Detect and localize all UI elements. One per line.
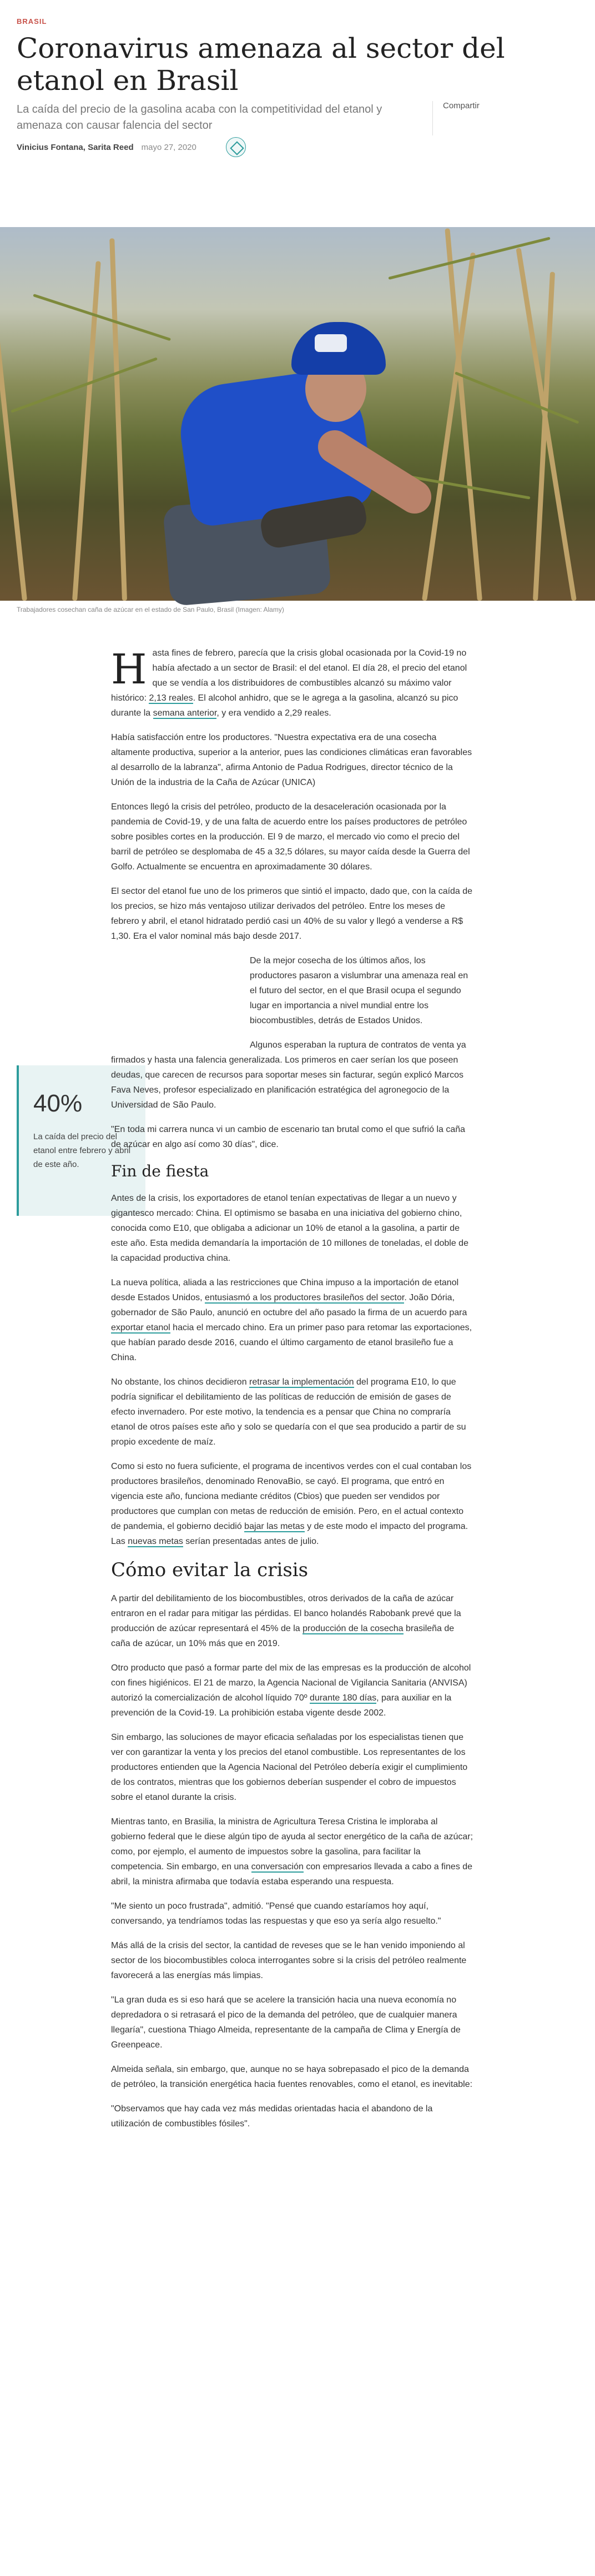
paragraph: [111, 1661, 473, 1720]
paragraph: Antes de la crisis, los exportadores de etanol tenían expectativas de llegar a un nuevo y gigantesco mercado: China. El optimismo se basaba en una iniciativa del gobierno chino, conocida como E10, que obligaba a adicionar un 10% de etanol a la gasolina, a partir de este año. Esta medida demandaría la importación de 10 millones de toneladas, el doble de la capacidad productiva china.: [111, 1194, 468, 1263]
inline-link[interactable]: semana anterior: [153, 708, 217, 718]
paragraph: "Me siento un poco frustrada", admitió. "Pensé que cuando estaríamos hoy aquí, conversando, ya tendríamos todas las respuestas y que eso ya sería algo resuelto.": [111, 1901, 441, 1926]
text: serían presentadas antes de julio.: [183, 1537, 319, 1546]
paragraph: [111, 1275, 473, 1365]
text: brasileña de caña de azúcar, un 10% más que en 2019.: [111, 1624, 455, 1648]
text: con empresarios llevada a cabo a fines de abril, la ministra afirmaba que todavía estaba esperando una respuesta.: [111, 1862, 473, 1886]
text: Como si esto no fuera suficiente, el programa de incentivos verdes con el cual contaban los productores brasileños, denominado RenovaBio, se cayó. El programa, que entró en vigencia este año, funciona mediante créditos (Cbios) que pueden ser vendidos por productores que cumplan con metas de reducción de emisión. Pero, en el actual contexto de pandemia, el gobierno decidió: [111, 1462, 472, 1531]
text: La nueva política, aliada a las restricciones que China impuso a la importación de etanol desde Estados Unidos,: [111, 1278, 459, 1302]
text: Mientras tanto, en Brasilia, la ministra de Agricultura Teresa Cristina le imploraba al gobierno federal que le diese algún tipo de ayuda al sector energético de la caña de azúcar; como, por ejemplo, el aumento de impuestos sobre la gasolina, para facilitar la competencia. Sin embargo, en una: [111, 1817, 473, 1871]
text: hacia el mercado chino. Era un primer paso para retomar las exportaciones, que habían parado desde 2016, cuando el último cargamento de etanol brasileño fue a China.: [111, 1323, 472, 1362]
share-button[interactable]: Compartir: [432, 101, 480, 135]
byline: [17, 143, 196, 152]
inline-link[interactable]: 2,13 reales: [149, 693, 193, 703]
paragraph: [111, 1375, 473, 1450]
paragraph: Sin embargo, las soluciones de mayor eficacia señaladas por los especialistas tienen que ver con garantizar la venta y los precios del etanol combustible. Los representantes de los productores entienden que la Agencia Nacional del Petróleo debería exigir el cumplimiento de los contratos, mientras que los gobiernos deberían suspender el cobro de impuestos sobre el etanol durante la crisis.: [111, 1733, 468, 1802]
article-body: [111, 646, 473, 2141]
text: del programa E10, lo que podría significar el debilitamiento de las políticas de reducción de emisión de gases de efecto invernadero. Por este motivo, la tendencia es a pensar que China no compraría etanol de otros países este año y solo se quedaría con el que sea producido a partir de su propio excedente de maíz.: [111, 1377, 466, 1447]
drop-cap: H: [111, 646, 147, 693]
text: No obstante, los chinos decidieron: [111, 1377, 250, 1387]
authors-link[interactable]: Vinicius Fontana, Sarita Reed: [17, 143, 134, 152]
text: asta fines de febrero, parecía que la crisis global ocasionada por la Covid-19 no había afectado a un sector de Brasil: el del etanol. El día 28, el precio del etanol que se vendía a los distribuidores de combustibles alcanzó su máximo valor histórico:: [111, 648, 467, 703]
text: Otro producto que pasó a formar parte del mix de las empresas es la producción de alcohol con fines higiénicos. El 21 de marzo, la Agencia Nacional de Vigilancia Sanitaria (ANVISA) autorizó la comercialización de alcohol líquido 70º: [111, 1663, 471, 1703]
text: , y era vendido a 2,29 reales.: [216, 708, 331, 718]
section-label[interactable]: BRASIL: [17, 17, 47, 26]
inline-link[interactable]: conversación: [251, 1862, 304, 1871]
paragraph: [111, 1591, 473, 1651]
section-heading: Cómo evitar la crisis: [111, 1559, 309, 1581]
paragraph: Almeida señala, sin embargo, que, aunque no se haya sobrepasado el pico de la demanda de petróleo, la transición energética hacia fuentes renovables, como el etanol, es inevitable:: [111, 2065, 473, 2089]
paragraph: Había satisfacción entre los productores. "Nuestra expectativa era de una cosecha altamente productiva, superior a la anterior, pues las condiciones climáticas eran favorables al desarrollo de la labranza", afirma Antonio de Padua Rodrigues, director técnico de la Unión de la industria de la Caña de Azúcar (UNICA): [111, 733, 472, 787]
stat-value: 40%: [33, 1090, 83, 1117]
inline-link[interactable]: durante 180 días: [310, 1693, 377, 1703]
text: . João Dória, gobernador de São Paulo, anunció en octubre del año pasado la firma de un acuerdo para: [111, 1293, 467, 1317]
paragraph: El sector del etanol fue uno de los primeros que sintió el impacto, dado que, con la caída de los precios, se hizo más ventajoso utilizar derivados del petróleo. Entre los meses de febrero y abril, el etanol hidratado perdió casi un 40% de su valor y llegó a venderse a R$ 1,30. Era el valor nominal más bajo desde 2017.: [111, 887, 473, 941]
inline-link[interactable]: retrasar la implementación: [249, 1377, 354, 1387]
paragraph: Algunos esperaban la ruptura de contratos de venta ya firmados y hasta una falencia generalizada. Los primeros en caer serían los que poseen deudas, que carecen de recursos para soportar meses sin facturar, según explicó Marcos Fava Neves, profesor especializado en planificación estratégica del agronegocio de la Universidad de São Paulo.: [111, 1040, 466, 1110]
text: y de este modo el impacto del programa. Las: [111, 1522, 468, 1546]
inline-link[interactable]: entusiasmó a los productores brasileños del sector: [205, 1293, 405, 1302]
paragraph: Entonces llegó la crisis del petróleo, producto de la desaceleración ocasionada por la pandemia de Covid-19, y de una falta de acuerdo entre los países productores de petróleo sobre posibles cortes en la producción. El 9 de marzo, el mercado vio como el precio del barril de petróleo se desplomaba de 45 a 32,5 dólares, su mayor caída desde la Guerra del Golfo. Actualmente se encuentra en aproximadamente 30 dólares.: [111, 802, 470, 872]
article-header: [17, 17, 516, 97]
text: , para auxiliar en la prevención de la Covid-19. La prohibición estaba vigente desde 2002.: [111, 1693, 452, 1718]
article-title: Coronavirus amenaza al sector del etanol en Brasil: [17, 32, 505, 97]
paragraph: Más allá de la crisis del sector, la cantidad de reveses que se le han venido imponiendo al sector de los biocombustibles coloca interrogantes sobre si la crisis del petróleo realmente favorecerá a las energías más limpias.: [111, 1941, 467, 1980]
inline-link[interactable]: nuevas metas: [128, 1537, 183, 1546]
stat-text: La caída del precio del etanol entre febrero y abril de este año.: [33, 1132, 131, 1169]
text: A partir del debilitamiento de los biocombustibles, otros derivados de la caña de azúcar entraron en el radar para mitigar las pérdidas. El banco holandés Rabobank prevé que la producción de azúcar representará el 45% de la: [111, 1594, 461, 1633]
paragraph: "La gran duda es si eso hará que se acelere la transición hacia una nueva economía no depredadora o si retrasará el pico de la demanda del petróleo, que de cualquier manera llegaría", cuestiona Thiago Almeida, representante de la campaña de Clima y Energía de Greenpeace.: [111, 1995, 461, 2050]
publish-date: mayo 27, 2020: [141, 143, 196, 152]
diamond-badge-icon[interactable]: [226, 137, 246, 157]
paragraph: De la mejor cosecha de los últimos años, los productores pasaron a vislumbrar una amenaza real en el futuro del sector, en el que Brasil ocupa el segundo lugar en importancia a nivel mundial entre los biocombustibles, detrás de Estados Unidos.: [250, 956, 468, 1025]
inline-link[interactable]: exportar etanol: [111, 1323, 170, 1332]
paragraph: [111, 646, 473, 721]
inline-link[interactable]: bajar las metas: [244, 1522, 305, 1531]
photo-caption: Trabajadores cosechan caña de azúcar en el estado de San Paulo, Brasil (Imagen: Alamy): [17, 606, 284, 613]
paragraph: [111, 1459, 473, 1549]
text: . El alcohol anhidro, que se le agrega a la gasolina, alcanzó su pico durante la: [111, 693, 458, 718]
paragraph: [111, 1814, 473, 1889]
article-subtitle: La caída del precio de la gasolina acaba con la competitividad del etanol y amenaza con causar falencia del sector: [17, 103, 382, 132]
inline-link[interactable]: producción de la cosecha: [302, 1624, 404, 1633]
paragraph: "Observamos que hay cada vez más medidas orientadas hacia el abandono de la utilización de combustibles fósiles".: [111, 2104, 433, 2129]
section-heading: Fin de fiesta: [111, 1162, 209, 1180]
paragraph: "En toda mi carrera nunca vi un cambio de escenario tan brutal como el que sufrió la caña de azúcar en algo así como 30 días", dice.: [111, 1125, 466, 1149]
